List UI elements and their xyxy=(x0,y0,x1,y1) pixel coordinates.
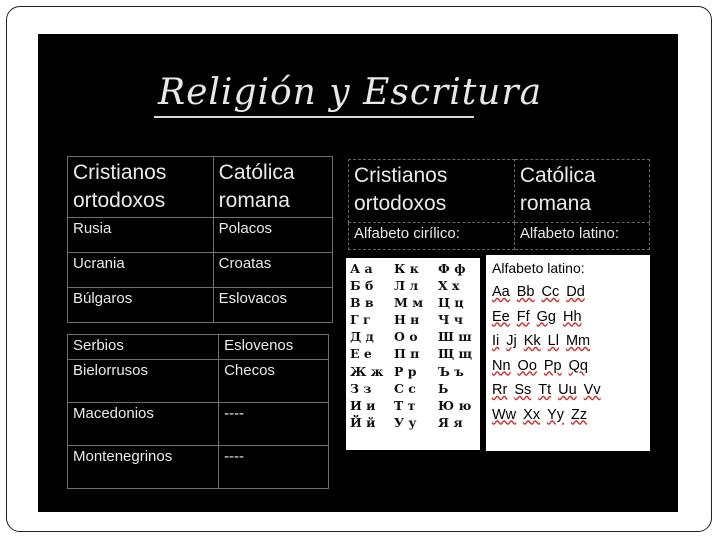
latin-letter: Oo xyxy=(517,357,537,374)
latin-letter: Pp xyxy=(543,357,562,374)
cyrillic-letter: Д д xyxy=(350,329,374,345)
table-row xyxy=(68,360,329,403)
latin-alphabet-image xyxy=(486,255,650,451)
latin-letter-rows xyxy=(492,280,650,427)
table-row xyxy=(68,218,333,253)
cell-orthodox: Bielorrusos xyxy=(68,360,219,403)
table-row xyxy=(68,446,329,489)
cyrillic-letter: У у xyxy=(394,414,417,430)
cyrillic-letter: З з xyxy=(350,380,372,396)
cyrillic-letter: Л л xyxy=(394,278,419,294)
cyrillic-letter: Ч ч xyxy=(438,312,463,328)
latin-letter: Dd xyxy=(566,284,585,300)
cyrillic-letter: Ц ц xyxy=(438,295,464,311)
subheader-latin: Alfabeto latino: xyxy=(514,223,649,250)
table-row xyxy=(68,335,329,360)
cyrillic-letter: Щ щ xyxy=(438,346,473,362)
latin-letter-row xyxy=(492,378,650,403)
alphabet-table xyxy=(348,159,650,250)
cyrillic-letter: А а xyxy=(350,261,373,276)
cell-orthodox: Montenegrinos xyxy=(68,446,219,489)
cyrillic-letter: Й й xyxy=(350,414,376,430)
cyrillic-letter: К к xyxy=(394,261,419,276)
cell-catholic: Eslovenos xyxy=(219,335,329,360)
latin-letter-row xyxy=(492,403,650,428)
header-orthodox: Cristianos ortodoxos xyxy=(68,157,214,218)
title-underline xyxy=(154,116,474,118)
latin-letter: Cc xyxy=(541,284,560,300)
cyrillic-letter: И и xyxy=(350,397,376,413)
cyrillic-letter: Е е xyxy=(350,346,372,362)
latin-letter-row xyxy=(492,305,650,330)
header-catholic: Católica romana xyxy=(514,160,649,223)
cyrillic-letter: Г г xyxy=(350,312,371,328)
header-catholic: Católica romana xyxy=(213,157,332,218)
header-orthodox: Cristianos ortodoxos xyxy=(349,160,515,223)
latin-letter: Jj xyxy=(506,333,517,349)
cyrillic-letter: Я я xyxy=(438,414,463,430)
cyrillic-letter: Ф ф xyxy=(438,261,466,276)
cell-catholic: Croatas xyxy=(213,253,332,288)
cyrillic-letter: Ж ж xyxy=(350,363,384,379)
latin-letter-row xyxy=(492,280,650,305)
subheader-cyrillic: Alfabeto cirílico: xyxy=(349,223,515,250)
cyrillic-letter: Х х xyxy=(438,278,460,294)
cyrillic-letter: Ю ю xyxy=(438,397,472,413)
cyrillic-letter: Н н xyxy=(394,312,420,328)
latin-letter-row xyxy=(492,329,650,354)
slide xyxy=(38,34,678,512)
religion-table-bottom xyxy=(67,334,329,489)
cell-orthodox: Búlgaros xyxy=(68,288,214,323)
latin-letter: Aa xyxy=(492,284,510,300)
latin-letter: Gg xyxy=(536,308,556,325)
cyrillic-alphabet-image xyxy=(346,258,480,450)
cyrillic-letter: М м xyxy=(394,295,424,311)
latin-letter: Hh xyxy=(562,308,582,325)
latin-letter: Ss xyxy=(514,382,532,398)
cyrillic-letter: Б б xyxy=(350,278,374,294)
latin-alphabet-heading: Alfabeto latino: xyxy=(492,260,585,276)
cyrillic-letter: П п xyxy=(394,346,420,362)
cell-orthodox: Macedonios xyxy=(68,403,219,446)
religion-table-top xyxy=(67,156,333,323)
cyrillic-letter: В в xyxy=(350,295,374,311)
table-row xyxy=(68,403,329,446)
latin-letter: Ff xyxy=(516,308,530,325)
latin-letter: Yy xyxy=(547,406,565,423)
latin-letter: Nn xyxy=(492,357,511,374)
cyrillic-letter-grid xyxy=(346,258,480,431)
latin-letter: Qq xyxy=(568,357,588,374)
cell-catholic: Checos xyxy=(219,360,329,403)
latin-letter: Vv xyxy=(583,382,601,398)
cell-catholic: ---- xyxy=(219,403,329,446)
cell-orthodox: Rusia xyxy=(68,218,214,253)
cyrillic-letter: О о xyxy=(394,329,418,345)
latin-letter: Rr xyxy=(492,382,508,398)
latin-letter: Ww xyxy=(492,406,517,423)
cell-catholic: ---- xyxy=(219,446,329,489)
latin-letter: Ee xyxy=(492,308,510,325)
table-row xyxy=(68,288,333,323)
cyrillic-letter: Ъ ъ xyxy=(438,363,464,379)
table-row xyxy=(68,253,333,288)
latin-letter: Ii xyxy=(492,333,500,349)
latin-letter: Tt xyxy=(538,382,552,398)
cell-catholic: Polacos xyxy=(213,218,332,253)
cyrillic-letter: Т т xyxy=(394,397,416,413)
cell-orthodox: Serbios xyxy=(68,335,219,360)
latin-letter: Xx xyxy=(523,406,541,423)
latin-letter: Mm xyxy=(565,333,591,349)
latin-letter: Zz xyxy=(571,406,588,423)
latin-letter: Bb xyxy=(516,284,535,300)
latin-letter: Ll xyxy=(547,333,559,349)
cyrillic-letter: Р р xyxy=(394,363,417,379)
cyrillic-letter: Ш ш xyxy=(438,329,472,345)
cyrillic-letter: С с xyxy=(394,380,416,396)
cell-catholic: Eslovacos xyxy=(213,288,332,323)
latin-letter: Uu xyxy=(558,382,577,398)
cyrillic-letter: Ь xyxy=(438,380,449,396)
latin-letter-row xyxy=(492,354,650,379)
slide-title: Religión y Escritura xyxy=(158,72,543,113)
cell-orthodox: Ucrania xyxy=(68,253,214,288)
latin-letter: Kk xyxy=(523,333,541,349)
